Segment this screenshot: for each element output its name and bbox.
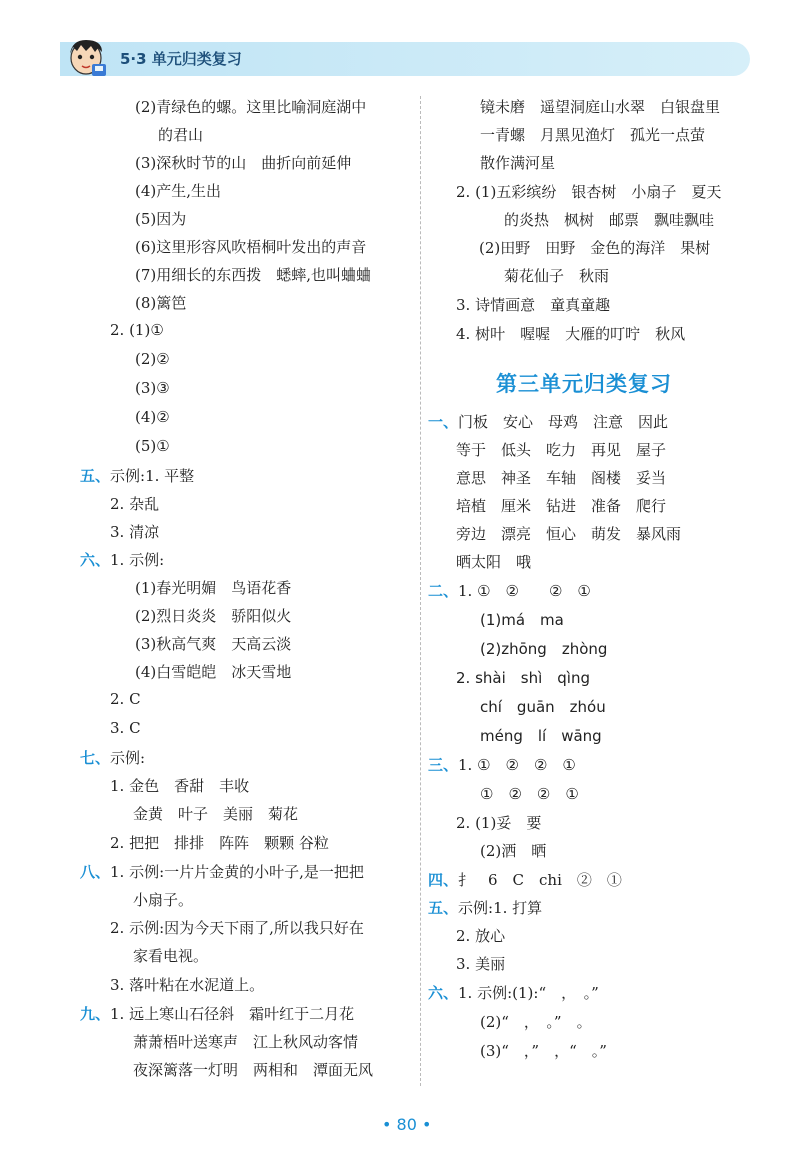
answer-text: 萧萧梧叶送寒声 江上秋风动客情 — [133, 1033, 359, 1051]
answer-text: 2. (1)妥 要 — [456, 814, 542, 832]
answer-text: 1. ① ② ② ① — [458, 756, 576, 774]
right-answer-line — [456, 925, 505, 946]
answer-text: 晒太阳 哦 — [456, 553, 532, 571]
answer-text: (7)用细长的东西拨 蟋蟀,也叫蛐蛐 — [135, 266, 372, 284]
left-answer-line — [133, 1059, 373, 1080]
answer-text: 的君山 — [158, 126, 204, 144]
left-answer-line — [135, 437, 170, 455]
left-answer-line — [110, 832, 329, 853]
left-answer-line — [80, 1003, 354, 1024]
answer-text: (3)秋高气爽 天高云淡 — [135, 635, 292, 653]
right-answer-line — [504, 209, 714, 230]
answer-text: chí guān zhóu — [480, 698, 606, 716]
left-answer-line — [135, 236, 366, 257]
answer-text: 1. 示例: — [110, 551, 165, 569]
right-answer-line — [456, 667, 590, 688]
left-answer-line — [135, 180, 221, 201]
answer-text: 示例:1. 平整 — [110, 467, 195, 485]
answer-text: 示例:1. 打算 — [458, 899, 543, 917]
right-answer-line — [456, 551, 531, 572]
answer-text: 3. C — [110, 719, 141, 737]
answer-text: (2)② — [135, 350, 170, 368]
answer-text: 2. C — [110, 690, 141, 708]
left-answer-line — [80, 747, 145, 768]
answer-text: 扌 6 C chi ② ① — [458, 871, 622, 889]
right-answer-line — [428, 754, 576, 775]
answer-text: 1. 金色 香甜 丰收 — [110, 777, 250, 795]
answer-text: 散作满河星 — [480, 154, 556, 172]
page-number: • 80 • — [382, 1115, 432, 1134]
left-answer-line — [135, 577, 291, 598]
left-answer-line — [133, 803, 298, 824]
answer-text: (2)烈日炎炎 骄阳似火 — [135, 607, 292, 625]
answer-text: 一青螺 月黑见渔灯 孤光一点萤 — [480, 126, 706, 144]
left-answer-line — [135, 605, 291, 626]
left-answer-line — [110, 775, 249, 796]
answer-text: 3. 落叶粘在水泥道上。 — [110, 976, 265, 994]
answer-text: 2. 示例:因为今天下雨了,所以我只好在 — [110, 919, 364, 937]
right-answer-line — [456, 953, 505, 974]
answer-text: (3)深秋时节的山 曲折向前延伸 — [135, 154, 352, 172]
right-answer-line — [480, 783, 579, 804]
section-title: 第三单元归类复习 — [496, 372, 672, 396]
left-answer-line — [110, 493, 159, 514]
left-answer-line — [135, 350, 170, 368]
right-answer-line — [456, 523, 681, 544]
section-marker: 五、 — [80, 467, 111, 485]
answer-text: (2)洒 晒 — [480, 842, 547, 860]
answer-text: (1)má ma — [480, 611, 564, 629]
right-answer-line — [480, 840, 546, 861]
answer-text: 2. 把把 排排 阵阵 颗颗 谷粒 — [110, 834, 329, 852]
section-marker: 八、 — [80, 863, 111, 881]
left-answer-line — [80, 549, 164, 570]
answer-text: 培植 厘米 钻进 准备 爬行 — [456, 497, 667, 515]
right-answer-line — [456, 812, 541, 833]
answer-text: 3. 诗情画意 童真童趣 — [456, 296, 611, 314]
right-answer-line — [480, 124, 705, 145]
left-answer-line — [135, 633, 291, 654]
right-answer-line — [480, 1040, 607, 1061]
answer-text: (4)② — [135, 408, 170, 426]
right-answer-line — [456, 181, 721, 202]
section-marker: 五、 — [428, 899, 459, 917]
right-answer-line — [456, 323, 685, 344]
answer-text: 旁边 漂亮 恒心 萌发 暴风雨 — [456, 525, 682, 543]
answer-text: 1. 示例:(1):“ ， 。” — [458, 984, 599, 1002]
answer-text: (3)③ — [135, 379, 170, 397]
right-answer-line — [456, 439, 666, 460]
answer-text: 金黄 叶子 美丽 菊花 — [133, 805, 299, 823]
section-marker: 六、 — [80, 551, 111, 569]
left-answer-line — [158, 124, 203, 145]
left-answer-line — [80, 465, 194, 486]
answer-text: (2)zhōng zhòng — [480, 640, 608, 658]
right-answer-line — [480, 96, 720, 117]
left-answer-line — [110, 521, 159, 542]
answer-text: (4)产生,生出 — [135, 182, 222, 200]
answer-text: (6)这里形容风吹梧桐叶发出的声音 — [135, 238, 367, 256]
answer-text: 等于 低头 吃力 再见 屋子 — [456, 441, 667, 459]
answer-text: 3. 美丽 — [456, 955, 506, 973]
answer-text: ① ② ② ① — [480, 785, 579, 803]
answer-text: 1. 示例:一片片金黄的小叶子,是一把把 — [110, 863, 364, 881]
answer-text: 菊花仙子 秋雨 — [504, 267, 610, 285]
answer-text: 2. (1)① — [110, 321, 164, 339]
left-answer-line — [110, 321, 164, 339]
right-answer-line — [480, 152, 555, 173]
answer-text: 3. 清凉 — [110, 523, 160, 541]
left-answer-line — [110, 974, 264, 995]
answer-text: 夜深篱落一灯明 两相和 潭面无风 — [133, 1061, 374, 1079]
left-answer-line — [133, 889, 193, 910]
right-answer-line — [456, 467, 666, 488]
right-answer-line — [428, 869, 622, 890]
left-answer-line — [110, 690, 141, 708]
answer-text: (2)“ ， 。” 。 — [480, 1013, 592, 1031]
section-marker: 二、 — [428, 582, 459, 600]
right-answer-line — [504, 265, 609, 286]
right-answer-line — [428, 982, 599, 1003]
left-answer-line — [110, 719, 141, 737]
answer-text: 门板 安心 母鸡 注意 因此 — [458, 413, 669, 431]
answer-text: (4)白雪皑皑 冰天雪地 — [135, 663, 292, 681]
answer-text: 2. 放心 — [456, 927, 506, 945]
section-marker: 九、 — [80, 1005, 111, 1023]
answer-text: 镜未磨 遥望洞庭山水翠 白银盘里 — [480, 98, 721, 116]
answer-text: 1. 远上寒山石径斜 霜叶红于二月花 — [110, 1005, 355, 1023]
answer-text: (8)篱笆 — [135, 294, 187, 312]
left-answer-line — [135, 379, 170, 397]
left-answer-line — [135, 408, 170, 426]
left-answer-line — [133, 945, 208, 966]
answer-text: 4. 树叶 喔喔 大雁的叮咛 秋风 — [456, 325, 686, 343]
answer-text: 的炎热 枫树 邮票 飘哇飘哇 — [504, 211, 715, 229]
column-divider — [420, 96, 421, 1086]
right-answer-line — [480, 638, 607, 659]
left-answer-line — [80, 861, 364, 882]
section-marker: 六、 — [428, 984, 459, 1002]
left-answer-line — [135, 152, 351, 173]
answer-text: (3)“ ，” ，“ 。” — [480, 1042, 607, 1060]
answer-text: (1)春光明媚 鸟语花香 — [135, 579, 292, 597]
left-answer-line — [135, 661, 291, 682]
right-answer-line — [480, 1011, 592, 1032]
answer-text: 2. 杂乱 — [110, 495, 160, 513]
left-answer-line — [135, 292, 186, 313]
right-answer-line — [456, 495, 666, 516]
answer-text: 1. ① ② ② ① — [458, 582, 591, 600]
right-answer-line — [480, 725, 602, 746]
cartoon-boy-icon — [62, 36, 114, 80]
answer-text: (5)因为 — [135, 210, 187, 228]
answer-text: 2. shài shì qìng — [456, 669, 590, 687]
section-marker: 三、 — [428, 756, 459, 774]
section-marker: 四、 — [428, 871, 459, 889]
left-answer-line — [135, 264, 371, 285]
section-marker: 一、 — [428, 413, 459, 431]
right-answer-line — [428, 897, 542, 918]
left-answer-line — [135, 208, 186, 229]
answer-text: 家看电视。 — [133, 947, 209, 965]
section-marker: 七、 — [80, 749, 111, 767]
right-answer-line — [480, 609, 564, 630]
right-answer-line — [480, 696, 606, 717]
left-answer-line — [110, 917, 364, 938]
right-answer-line — [479, 237, 710, 258]
answer-text: 意思 神圣 车轴 阁楼 妥当 — [456, 469, 667, 487]
right-answer-line — [428, 580, 591, 601]
left-answer-line — [133, 1031, 358, 1052]
answer-text: (2)田野 田野 金色的海洋 果树 — [479, 239, 711, 257]
answer-text: (5)① — [135, 437, 170, 455]
answer-text: 2. (1)五彩缤纷 银杏树 小扇子 夏天 — [456, 183, 722, 201]
answer-text: (2)青绿色的螺。这里比喻洞庭湖中 — [135, 98, 367, 116]
answer-text: méng lí wāng — [480, 727, 602, 745]
left-answer-line — [135, 96, 366, 117]
answer-text: 示例: — [110, 749, 146, 767]
right-answer-line — [428, 411, 668, 432]
answer-text: 小扇子。 — [133, 891, 194, 909]
header-title: 5·3 单元归类复习 — [120, 50, 242, 68]
right-answer-line — [456, 294, 610, 315]
